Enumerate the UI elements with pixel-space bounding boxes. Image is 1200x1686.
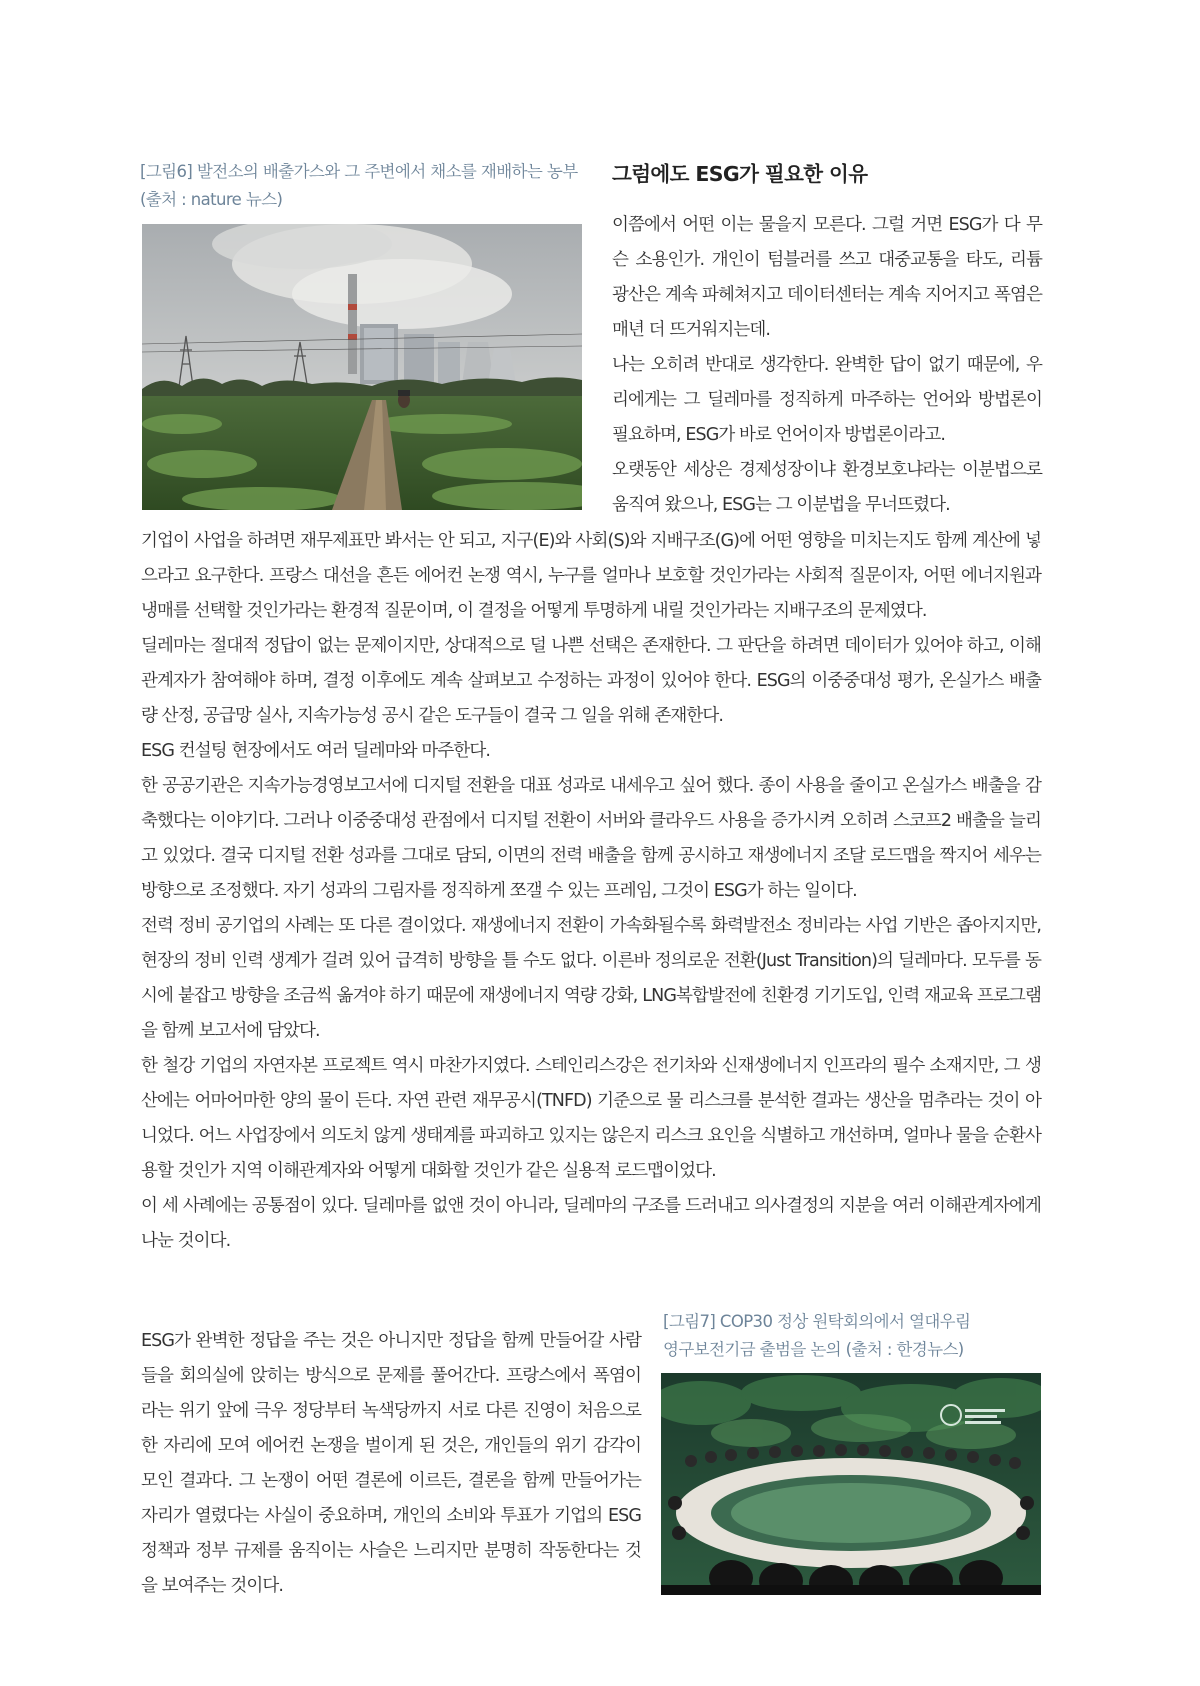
right-paragraph-3: 오랫동안 세상은 경제성장이냐 환경보호냐라는 이분법으로 움직여 왔으나, ESG는 그 이분법을 무너뜨렸다. [612,460,1042,515]
main-paragraph-2: 딜레마는 절대적 정답이 없는 문제이지만, 상대적으로 덜 나쁜 선택은 존재한다. 그 판단을 하려면 데이터가 있어야 하고, 이해관계자가 참여해야 하며, 결정 이후에도 계속 살펴보고 수정하는 과정이 있어야 한다. ESG의 이중중대성 평가, 온실가스 배출량 산정, 공급망 실사, 지속가능성 공시 같은 도구들이 결국 그 일을 위해 존재한다. [141,636,1041,726]
main-paragraph-4: 한 공공기관은 지속가능경영보고서에 디지털 전환을 대표 성과로 내세우고 싶어 했다. 종이 사용을 줄이고 온실가스 배출을 감축했다는 이야기다. 그러나 이중중대성 관점에서 디지털 전환이 서버와 클라우드 사용을 증가시켜 오히려 스코프2 배출을 늘리고 있었다. 결국 디지털 전환 성과를 그대로 담되, 이면의 전력 배출을 함께 공시하고 재생에너지 조달 로드맵을 짝지어 세우는 방향으로 조정했다. 자기 성과의 그림자를 정직하게 쪼갤 수 있는 프레임, 그것이 ESG가 하는 일이다. [141,776,1041,901]
main-paragraph-7: 이 세 사례에는 공통점이 있다. 딜레마를 없앤 것이 아니라, 딜레마의 구조를 드러내고 의사결정의 지분을 여러 이해관계자에게 나눈 것이다. [141,1196,1041,1251]
main-paragraph-1: 기업이 사업을 하려면 재무제표만 봐서는 안 되고, 지구(E)와 사회(S)와 지배구조(G)에 어떤 영향을 미치는지도 함께 계산에 넣으라고 요구한다. 프랑스 대선을 흔든 에어컨 논쟁 역시, 누구를 얼마나 보호할 것인가라는 사회적 질문이자, 어떤 에너지원과 냉매를 선택할 것인가라는 환경적 질문이며, 이 결정을 어떻게 투명하게 내릴 것인가라는 지배구조의 문제였다. [141,531,1041,621]
figure6-power-plant-farm-image [142,224,582,510]
right-paragraph-1: 이쯤에서 어떤 이는 물을지 모른다. 그럴 거면 ESG가 다 무슨 소용인가. 개인이 텀블러를 쓰고 대중교통을 타도, 리튬 광산은 계속 파헤쳐지고 데이터센터는 계속 지어지고 폭염은 매년 더 뜨거워지는데. [612,215,1042,340]
right-paragraph-2: 나는 오히려 반대로 생각한다. 완벽한 답이 없기 때문에, 우리에게는 그 딜레마를 정직하게 마주하는 언어와 방법론이 필요하며, ESG가 바로 언어이자 방법론이라고. [612,355,1042,445]
figure7-caption-line2: 영구보전기금 출범을 논의 (출처 : 한경뉴스) [663,1340,964,1359]
figure7-caption [663,1308,1053,1364]
main-paragraph-5: 전력 정비 공기업의 사례는 또 다른 결이었다. 재생에너지 전환이 가속화될수록 화력발전소 정비라는 사업 기반은 좁아지지만, 현장의 정비 인력 생계가 걸려 있어 급격히 방향을 틀 수도 없다. 이른바 정의로운 전환(Just Transition)의 딜레마다. 모두를 동시에 붙잡고 방향을 조금씩 옮겨야 하기 때문에 재생에너지 역량 강화, LNG복합발전에 친환경 기기도입, 인력 재교육 프로그램을 함께 보고서에 담았다. [141,916,1041,1041]
figure6-caption-line1: [그림6] 발전소의 배출가스와 그 주변에서 채소를 재배하는 농부 [140,162,578,181]
main-paragraph-3: ESG 컨설팅 현장에서도 여러 딜레마와 마주한다. [141,741,491,761]
figure7-caption-line1: [그림7] COP30 정상 원탁회의에서 열대우림 [663,1312,971,1331]
main-body-text [141,524,1041,1259]
section-heading: 그럼에도 ESG가 필요한 이유 [612,162,868,186]
main-paragraph-6: 한 철강 기업의 자연자본 프로젝트 역시 마찬가지였다. 스테인리스강은 전기차와 신재생에너지 인프라의 필수 소재지만, 그 생산에는 어마어마한 양의 물이 든다. 자연 관련 재무공시(TNFD) 기준으로 물 리스크를 분석한 결과는 생산을 멈추라는 것이 아니었다. 어느 사업장에서 의도치 않게 생태계를 파괴하고 있지는 않은지 리스크 요인을 식별하고 개선하며, 얼마나 물을 순환사용할 것인가 지역 이해관계자와 어떻게 대화할 것인가 같은 실용적 로드맵이었다. [141,1056,1041,1181]
right-column-text [612,208,1042,523]
bottom-paragraph: ESG가 완벽한 정답을 주는 것은 아니지만 정답을 함께 만들어갈 사람들을 회의실에 앉히는 방식으로 문제를 풀어간다. 프랑스에서 폭염이라는 위기 앞에 극우 정당부터 녹색당까지 서로 다른 진영이 처음으로 한 자리에 모여 에어컨 논쟁을 벌이게 된 것은, 개인들의 위기 감각이 모인 결과다. 그 논쟁이 어떤 결론에 이르든, 결론을 함께 만들어가는 자리가 열렸다는 사실이 중요하며, 개인의 소비와 투표가 기업의 ESG 정책과 정부 규제를 움직이는 사슬은 느리지만 분명히 작동한다는 것을 보여주는 것이다. [141,1331,641,1596]
figure7-cop30-roundtable-image [661,1373,1041,1595]
figure6-caption-line2: (출처 : nature 뉴스) [140,190,283,209]
bottom-left-text [141,1324,641,1604]
figure6-caption [140,158,600,214]
